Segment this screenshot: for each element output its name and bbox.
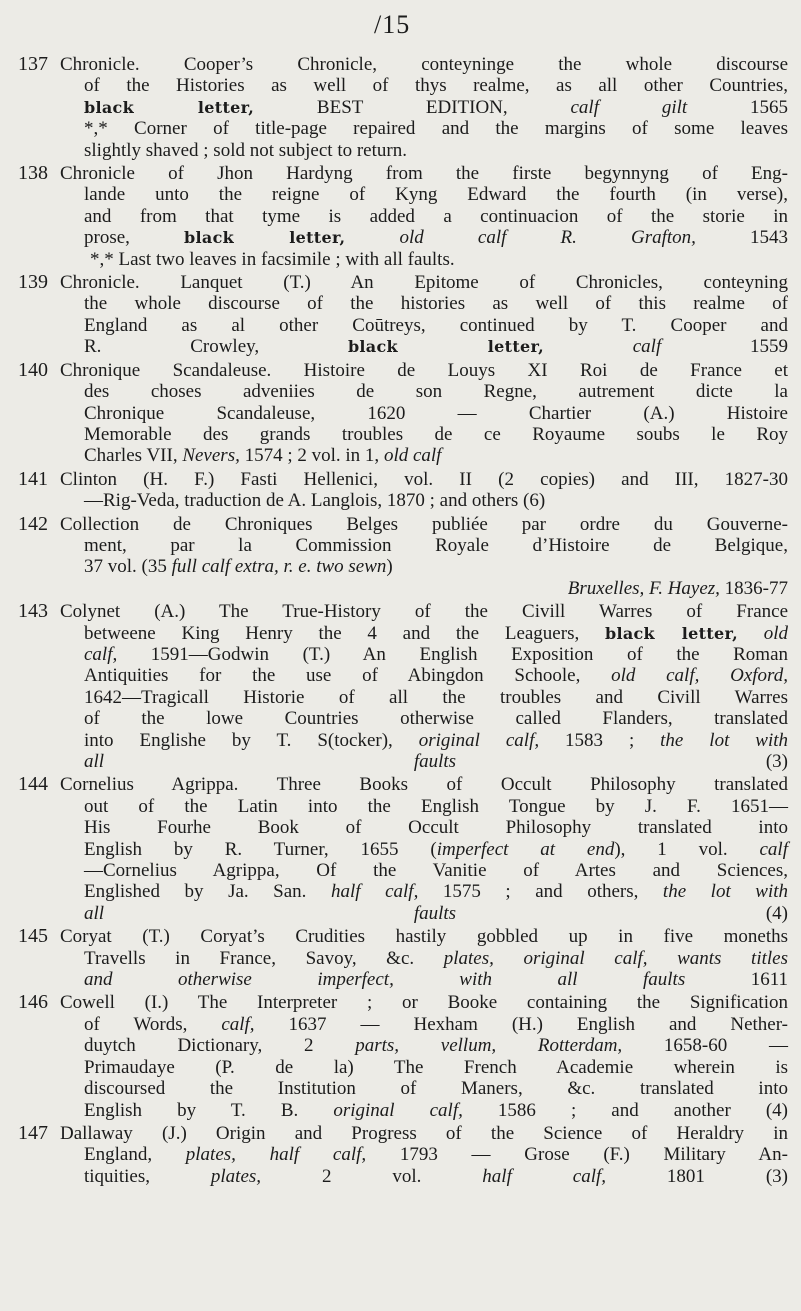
description-line: [60, 1144, 788, 1165]
description-line: [60, 249, 788, 270]
text-run: Primaudaye (P. de la) The French Academie wherein is: [84, 1056, 788, 1078]
text-run: lande unto the reigne of Kyng Edward the fourth (in verse),: [84, 184, 788, 206]
catalogue-entry: [18, 514, 788, 600]
italic-text: calf gilt: [570, 96, 688, 118]
text-run: Travells in France, Savoy, &c.: [84, 947, 444, 969]
italic-text: all faults: [84, 751, 457, 772]
text-run: betweene King Henry the 4 and the Leaguers,: [84, 622, 605, 644]
description-line: [60, 272, 788, 293]
text-run: ment, par la Commission Royale d’Histoire de Belgique,: [84, 534, 788, 556]
catalogue-entry: [18, 926, 788, 990]
italic-text: old calf: [399, 227, 507, 249]
description-line: [60, 424, 788, 445]
description-line: [60, 140, 788, 161]
text-run: des choses adveniies de son Regne, autrement dicte la: [84, 381, 788, 403]
italic-text: old calf: [383, 445, 442, 467]
description-line: [60, 535, 788, 556]
description-line: [60, 336, 788, 357]
text-run: 1583 ;: [539, 729, 661, 751]
text-run: of the Histories as well of thys realme, as all other Countries,: [84, 75, 788, 97]
text-run: 1559: [661, 336, 789, 358]
description-line: [60, 97, 788, 118]
italic-text: imperfect at end: [436, 838, 615, 860]
text-run: and from that tyme is added a continuacion of the storie in: [84, 205, 788, 227]
italic-text: and otherwise imperfect, with all faults: [84, 969, 686, 991]
text-run: slightly shaved ; sold not subject to return.: [84, 139, 407, 161]
italic-text: plates, half calf,: [185, 1144, 367, 1166]
description-line: [60, 601, 788, 622]
text-run: [738, 623, 764, 644]
catalogue-entry: [18, 360, 788, 467]
black-letter-text: black letter,: [604, 623, 738, 643]
text-run: *,* Corner of title-page repaired and the margins of some leaves: [84, 118, 788, 140]
description-line: [60, 227, 788, 248]
description-line: [60, 578, 788, 599]
text-run: into Englishe by T. S(tocker),: [84, 729, 419, 751]
italic-text: parts, vellum, Rotterdam,: [355, 1035, 623, 1057]
italic-text: full calf extra, r. e. two sewn: [171, 556, 387, 578]
italic-text: calf,: [221, 1013, 255, 1035]
text-run: *,* Last two leaves in facsimile ; with all faults.: [90, 248, 455, 270]
description-line: [60, 860, 788, 881]
description-line: [60, 1057, 788, 1078]
text-run: 2 vol.: [261, 1165, 483, 1187]
description-line: [60, 184, 788, 205]
italic-text: R. Grafton,: [560, 227, 696, 249]
page-number: /15: [374, 10, 411, 39]
text-run: ), 1 vol.: [614, 838, 760, 860]
description-line: [60, 490, 788, 511]
text-run: [506, 227, 560, 248]
italic-text: plates,: [210, 1165, 262, 1187]
italic-text: all faults: [84, 902, 457, 924]
italic-text: original calf,: [333, 1099, 463, 1121]
catalogue-entry: [18, 774, 788, 924]
description-line: [60, 623, 788, 644]
description-line: [60, 1100, 788, 1121]
description-line: [60, 796, 788, 817]
italic-text: Bruxelles, F. Hayez,: [567, 577, 720, 599]
lot-number: 145: [18, 925, 48, 948]
italic-text: original calf,: [418, 729, 540, 751]
description-line: [60, 75, 788, 96]
text-run: R. Crowley,: [84, 336, 348, 358]
text-run: duytch Dictionary, 2: [84, 1035, 356, 1057]
description-line: [60, 163, 788, 184]
description-line: [60, 360, 788, 381]
description-line: [60, 730, 788, 751]
text-run: Chronicle of Jhon Hardyng from the firste begynnyng of Eng-: [60, 163, 788, 185]
lot-number: 147: [18, 1121, 48, 1144]
text-run: Chronicle. Lanquet (T.) An Epitome of Chronicles, conteyning: [60, 272, 788, 294]
italic-text: half calf,: [330, 881, 419, 903]
text-run: —Rig-Veda, traduction de A. Langlois, 1870 ; and others (6): [84, 490, 546, 512]
italic-text: Nevers,: [182, 445, 240, 467]
lot-description: [60, 163, 788, 270]
text-run: Cornelius Agrippa. Three Books of Occult Philosophy translated: [60, 774, 788, 796]
black-letter-text: black letter,: [347, 337, 544, 357]
lot-number: 138: [18, 162, 48, 185]
italic-text: calf: [632, 336, 662, 358]
text-run: Cowell (I.) The Interpreter ; or Booke containing the Signification: [60, 992, 788, 1014]
lot-number: 140: [18, 358, 48, 381]
description-line: [60, 293, 788, 314]
text-run: Antiquities for the use of Abingdon Schoole,: [84, 665, 612, 687]
lot-description: [60, 360, 788, 467]
catalogue-entry: [18, 163, 788, 270]
catalogue-entry: [18, 992, 788, 1120]
text-run: [345, 227, 399, 248]
description-line: [60, 206, 788, 227]
description-line: [60, 839, 788, 860]
text-run: English by R. Turner, 1655 (: [84, 838, 437, 860]
text-run: Collection de Chroniques Belges publiée par ordre du Gouverne-: [60, 513, 788, 535]
catalogue-list: [18, 54, 788, 1189]
italic-text: old: [763, 622, 789, 644]
lot-number: 143: [18, 600, 48, 623]
description-line: [60, 881, 788, 902]
lot-number: 144: [18, 773, 48, 796]
text-run: Coryat (T.) Coryat’s Crudities hastily gobbled up in five moneths: [60, 926, 788, 948]
text-run: ): [386, 556, 393, 578]
description-line: [60, 817, 788, 838]
lot-number: 139: [18, 271, 48, 294]
text-run: discoursed the Institution of Maners, &c. translated into: [84, 1078, 788, 1100]
text-run: Colynet (A.) The True-History of the Civill Warres of France: [60, 601, 788, 623]
text-run: tiquities,: [84, 1165, 211, 1187]
catalogue-entry: [18, 1123, 788, 1187]
description-line: [60, 54, 788, 75]
lot-description: [60, 926, 788, 990]
lot-description: [60, 601, 788, 772]
text-run: BEST EDITION,: [254, 96, 571, 118]
text-run: His Fourhe Book of Occult Philosophy translated into: [84, 817, 788, 839]
catalogue-entry: [18, 601, 788, 772]
text-run: 1543: [695, 227, 789, 249]
description-line: [60, 708, 788, 729]
lot-description: [60, 774, 788, 924]
text-run: 1586 ; and another (4): [462, 1099, 788, 1121]
text-run: England,: [84, 1144, 186, 1166]
italic-text: old calf, Oxford,: [611, 665, 788, 687]
text-run: the whole discourse of the histories as well of this realme of: [84, 293, 788, 315]
description-line: [60, 381, 788, 402]
description-line: [60, 992, 788, 1013]
description-line: [60, 403, 788, 424]
text-run: 1611: [685, 969, 789, 991]
text-run: 1591—Godwin (T.) An English Exposition of the Roman: [117, 643, 788, 665]
text-run: of Words,: [84, 1013, 222, 1035]
text-run: prose,: [84, 227, 185, 249]
description-line: [60, 665, 788, 686]
description-line: [60, 948, 788, 969]
text-run: Chronicle. Cooper’s Chronicle, conteyninge the whole discourse: [60, 54, 788, 75]
description-line: [60, 315, 788, 336]
description-line: [60, 556, 788, 577]
text-run: English by T. B.: [84, 1099, 334, 1121]
description-line: [60, 687, 788, 708]
black-letter-text: black letter,: [84, 97, 255, 117]
text-run: Chronique Scandaleuse. Histoire de Louys XI Roi de France et: [60, 359, 788, 381]
lot-description: [60, 54, 788, 161]
text-run: 1575 ; and others,: [418, 881, 663, 903]
description-line: [60, 1078, 788, 1099]
description-line: [60, 1123, 788, 1144]
lot-number: 142: [18, 512, 48, 535]
description-line: [60, 926, 788, 947]
description-line: [60, 903, 788, 924]
lot-description: [60, 1123, 788, 1187]
catalogue-entry: [18, 272, 788, 358]
catalogue-entry: [18, 54, 788, 161]
text-run: (3): [456, 751, 788, 772]
text-run: Dallaway (J.) Origin and Progress of the Science of Heraldry in: [60, 1122, 788, 1144]
catalogue-entry: [18, 469, 788, 512]
description-line: [60, 445, 788, 466]
description-line: [60, 1035, 788, 1056]
lot-description: [60, 272, 788, 358]
text-run: England as al other Coūtreys, continued by T. Cooper and: [84, 314, 788, 336]
italic-text: the lot with: [662, 881, 788, 903]
lot-description: [60, 992, 788, 1120]
black-letter-text: black letter,: [184, 228, 346, 248]
lot-number: 137: [18, 53, 48, 75]
text-run: 1658-60 —: [622, 1035, 789, 1057]
text-run: of the lowe Countries otherwise called Flanders, translated: [84, 708, 788, 730]
text-run: Memorable des grands troubles de ce Royaume soubs le Roy: [84, 423, 788, 445]
text-run: 37 vol. (35: [84, 556, 172, 578]
italic-text: plates, original calf, wants titles: [443, 947, 788, 969]
lot-description: [60, 514, 788, 600]
text-run: Clinton (H. F.) Fasti Hellenici, vol. II (2 copies) and III, 1827-30: [60, 468, 788, 490]
lot-number: 146: [18, 991, 48, 1014]
text-run: 1793 — Grose (F.) Military An-: [366, 1144, 788, 1166]
italic-text: calf: [759, 838, 788, 860]
text-run: —Cornelius Agrippa, Of the Vanitie of Artes and Sciences,: [84, 860, 788, 882]
text-run: 1801 (3): [606, 1165, 788, 1187]
text-run: 1565: [687, 96, 788, 118]
text-run: 1637 — Hexham (H.) English and Nether-: [254, 1013, 788, 1035]
lot-description: [60, 469, 788, 512]
italic-text: half calf,: [482, 1165, 607, 1187]
text-run: 1574 ; 2 vol. in 1,: [239, 445, 384, 467]
text-run: [544, 336, 633, 357]
italic-text: calf,: [84, 643, 118, 665]
italic-text: the lot with: [660, 729, 788, 751]
text-run: Chronique Scandaleuse, 1620 — Chartier (A.) Histoire: [84, 402, 788, 424]
description-line: [60, 514, 788, 535]
lot-number: 141: [18, 467, 48, 490]
description-line: [60, 774, 788, 795]
description-line: [60, 751, 788, 772]
description-line: [60, 1014, 788, 1035]
description-line: [60, 969, 788, 990]
text-run: 1642—Tragicall Historie of all the troubles and Civill Warres: [84, 686, 788, 708]
description-line: [60, 1166, 788, 1187]
description-line: [60, 469, 788, 490]
text-run: Charles VII,: [84, 445, 183, 467]
description-line: [60, 118, 788, 139]
description-line: [60, 644, 788, 665]
text-run: Englished by Ja. San.: [84, 881, 331, 903]
text-run: (4): [456, 902, 788, 924]
text-run: 1836-77: [719, 577, 788, 599]
text-run: out of the Latin into the English Tongue by J. F. 1651—: [84, 795, 788, 817]
